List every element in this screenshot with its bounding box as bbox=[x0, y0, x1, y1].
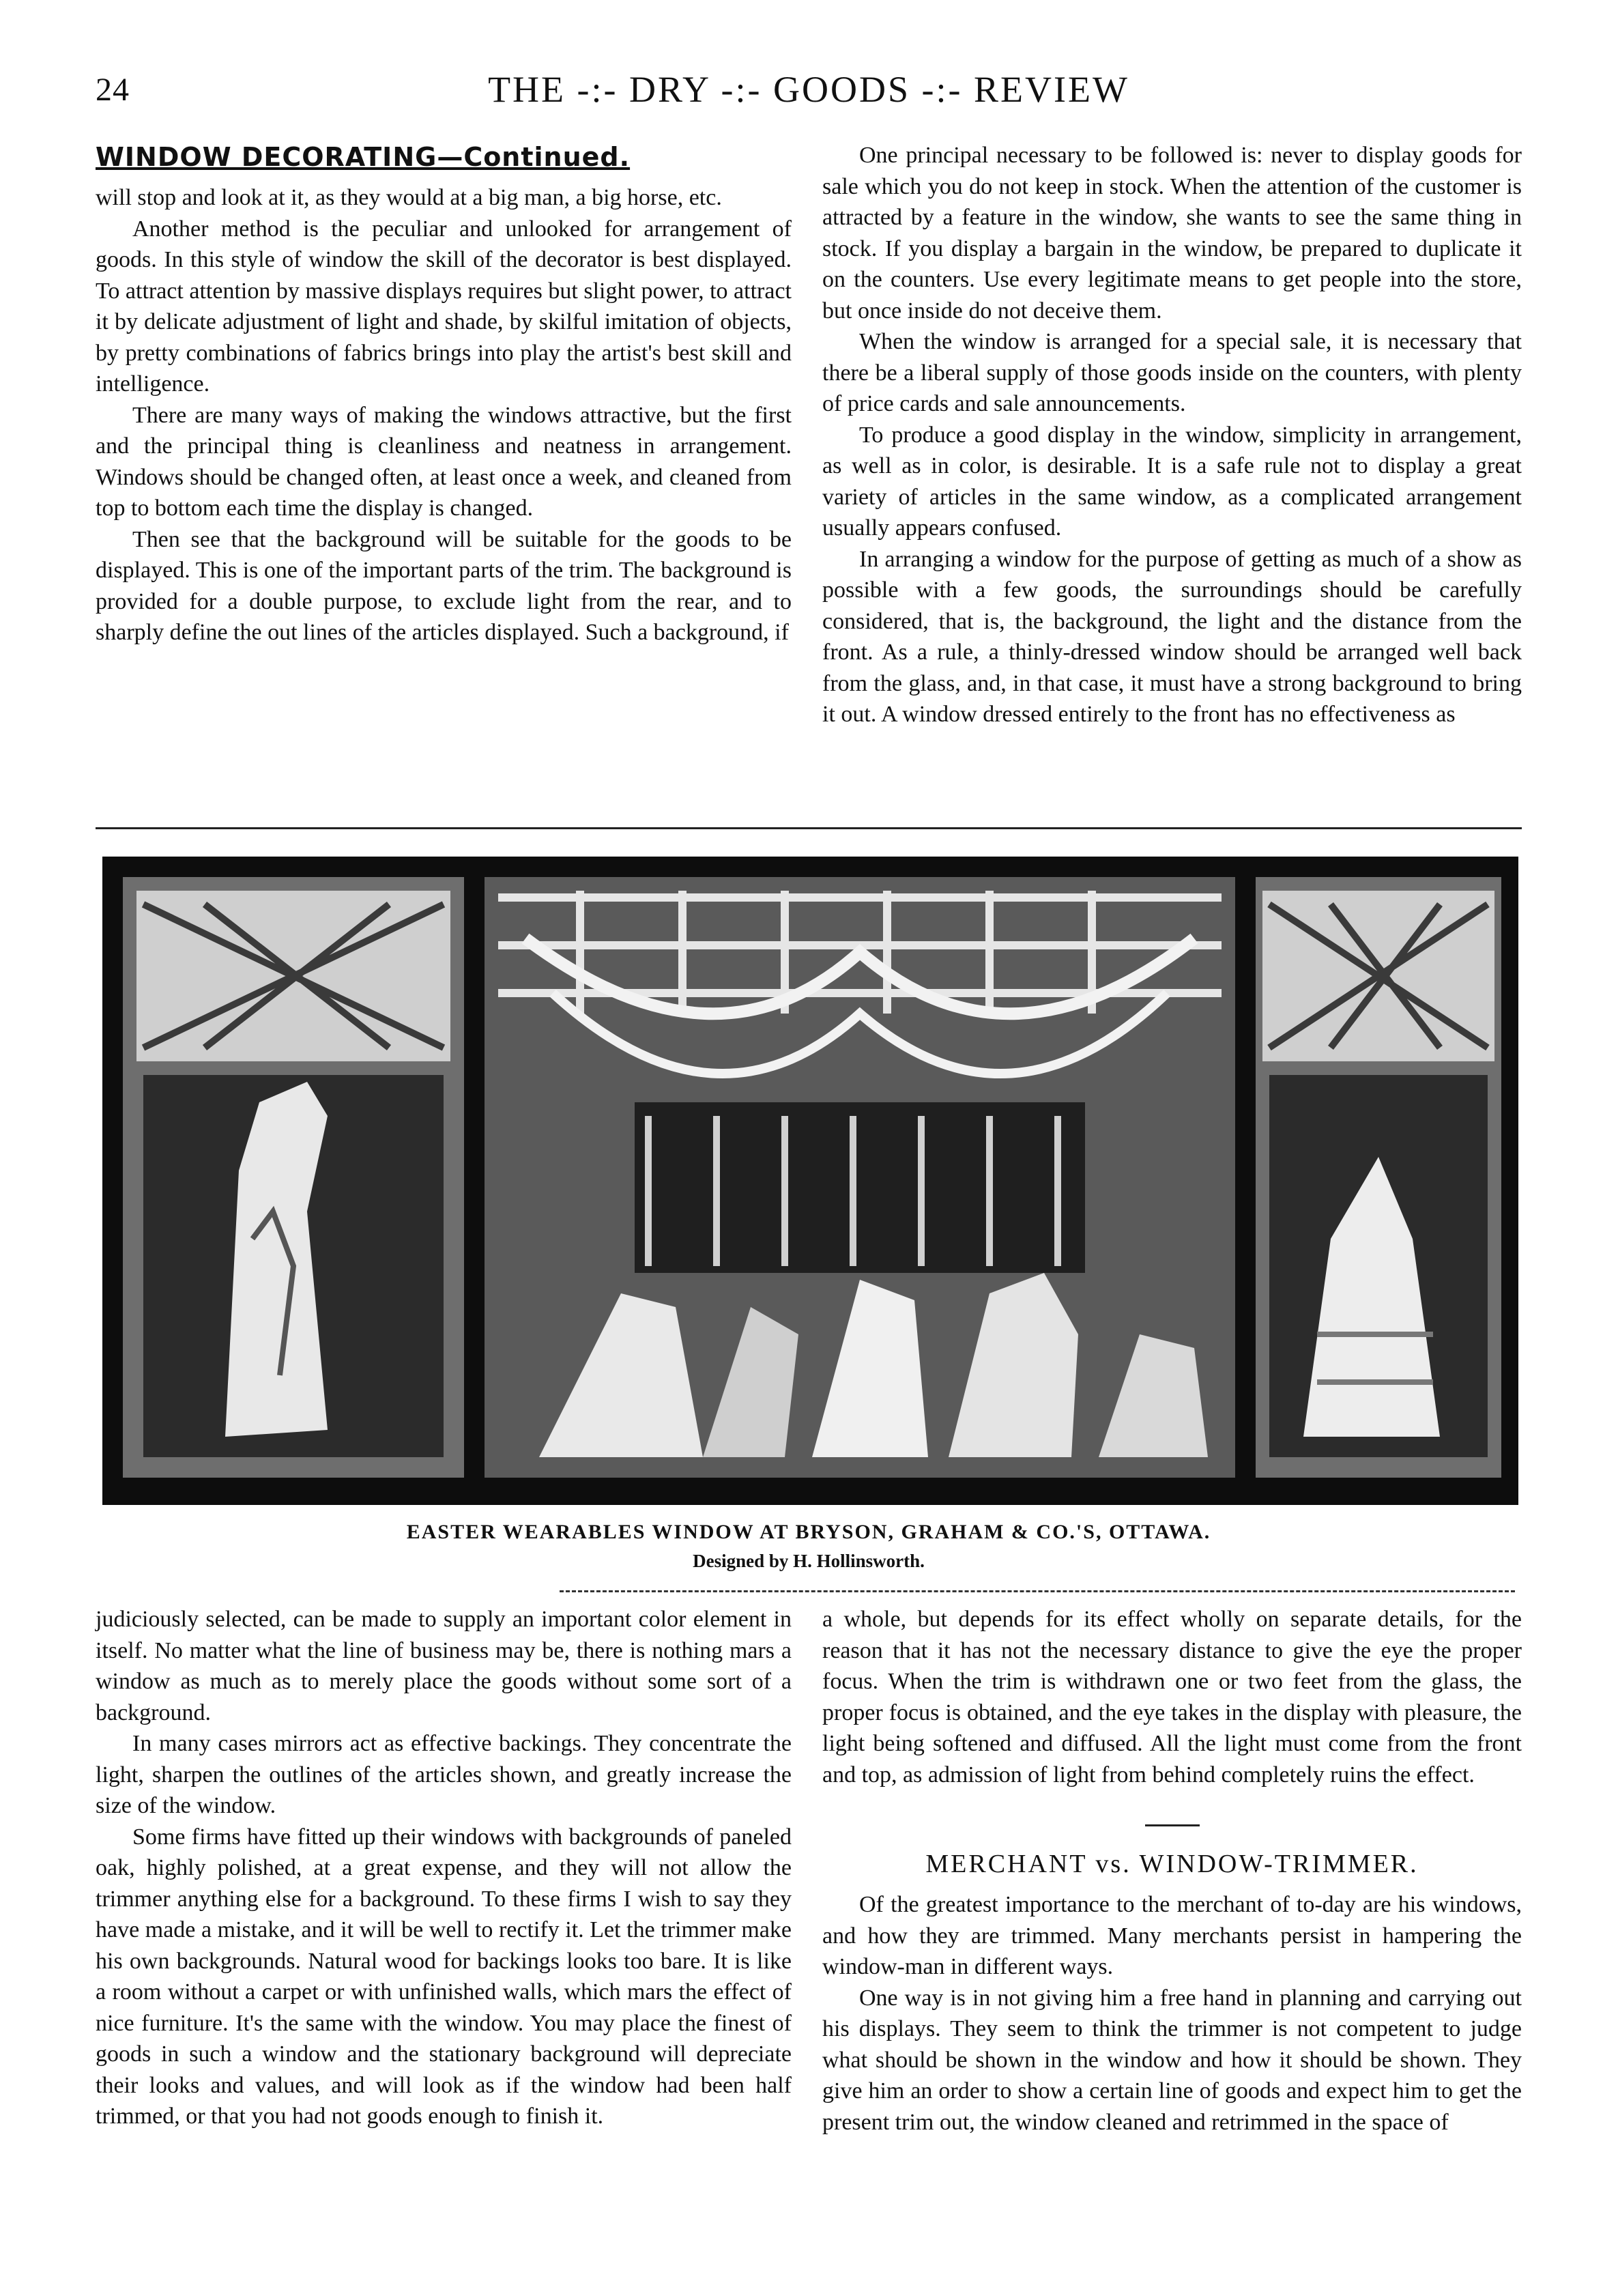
paragraph: To produce a good display in the window, simplicity in arrangement, as well as in color, is desirable. It is a safe rule not to display a great variety of articles in the same window, as a complicated arrangement usually appears confused. bbox=[822, 422, 1522, 541]
paragraph: will stop and look at it, as they would at a big man, a big horse, etc. bbox=[96, 185, 722, 210]
left-window-panel bbox=[123, 877, 464, 1478]
figure-caption: EASTER WEARABLES WINDOW AT BRYSON, GRAHAM & CO.'S, OTTAWA. bbox=[406, 1521, 1211, 1543]
paragraph: One principal necessary to be followed is: never to display goods for sale which you do not keep in stock. When the attention of the customer is attracted by a feature in the window, she wants to see the same thing in stock. If you display a bargain in the window, be prepared to duplicate it on the counters. Use every legitimate means to get people into the store, but once inside do not deceive them. bbox=[822, 143, 1522, 324]
paragraph: Another method is the peculiar and unlooked for arrangement of goods. In this style of window the skill of the decorator is best displayed. To attract attention by massive displays requires but slight power, to attract it by delicate adjustment of light and shade, by skilful imitation of objects, by pretty combinations of fabrics brings into play the artist's best skill and intelligence. bbox=[96, 216, 792, 397]
center-window-panel bbox=[485, 877, 1235, 1478]
paragraph: In many cases mirrors act as effective backings. They concentrate the light, sharpen the outlines of the articles shown, and greatly increase the size of the window. bbox=[96, 1731, 792, 1818]
paragraph: In arranging a window for the purpose of getting as much of a show as possible with a few goods, the surroundings should be carefully considered, that is, the background, the light and the distance from the front. As a rule, a thinly-dressed window should be arranged well back from the glass, and, in that case, it must have a strong background to bring it out. A window dressed entirely to the front has no effectiveness as bbox=[822, 546, 1522, 727]
paragraph: a whole, but depends for its effect wholly on separate details, for the reason that it has not the necessary distance to give the eye the proper focus. When the trim is withdrawn one or two feet from the glass, the proper focus is obtained, and the eye takes in the display with pleasure, the light being softened and diffused. All the light must come from the front and top, as admission of light from behind completely ruins the effect. bbox=[822, 1607, 1522, 1788]
paragraph: There are many ways of making the windows attractive, but the first and the principal thing is cleanliness and neatness in arrangement. Windows should be changed often, at least once a week, and cleaned from top to bottom each time the display is changed. bbox=[96, 402, 792, 521]
subsection-heading: MERCHANT vs. WINDOW-TRIMMER. bbox=[925, 1850, 1419, 1878]
figure-credit: Designed by H. Hollinsworth. bbox=[693, 1551, 925, 1571]
column-bottom-right bbox=[822, 1604, 1522, 2138]
page-header bbox=[96, 68, 1522, 116]
paragraph: Of the greatest importance to the merchant of to-day are his windows, and how they are trimmed. Many merchants persist in hampering the window-man in different ways. bbox=[822, 1892, 1522, 1979]
paragraph: One way is in not giving him a free hand in planning and carrying out his displays. They seem to think the trimmer is not competent to judge what should be shown in the window and how it should be shown. They give him an order to show a certain line of goods and expect him to get the present trim out, the window cleaned and retrimmed in the space of bbox=[822, 1985, 1522, 2135]
divider-rule bbox=[96, 827, 1522, 829]
right-window-panel bbox=[1256, 877, 1501, 1478]
window-display-photo bbox=[102, 857, 1518, 1505]
running-title: THE -:- DRY -:- GOODS -:- REVIEW bbox=[488, 69, 1129, 110]
column-bottom-left bbox=[96, 1604, 792, 2132]
page-number: 24 bbox=[96, 72, 130, 108]
paragraph: Some firms have fitted up their windows with backgrounds of paneled oak, highly polished, at a great expense, and they will not allow the trimmer anything else for a background. To these firms I wish to say they have made a mistake, and it will be well to rectify it. Let the trimmer make his own backgrounds. Natural wood for backings looks too bare. It is like a room without a carpet or with unfinished walls, which mars the effect of nice furniture. It's the same with the window. You may place the finest of goods in such a window and the stationary background will depreciate their looks and values, and will look as if the window had been half trimmed, or that you had not goods enough to finish it. bbox=[96, 1824, 792, 2129]
section-heading: WINDOW DECORATING—Continued. bbox=[96, 142, 631, 172]
paragraph: When the window is arranged for a special sale, it is necessary that there be a liberal supply of those goods inside on the counters, with plenty of price cards and sale announcements. bbox=[822, 329, 1522, 416]
column-top-right bbox=[822, 140, 1522, 730]
paragraph: judiciously selected, can be made to supply an important color element in itself. No matter what the line of business may be, there is nothing mars a window as much as to merely place the goods without some sort of a background. bbox=[96, 1607, 792, 1725]
section-divider bbox=[1145, 1824, 1200, 1826]
column-top-left bbox=[96, 140, 792, 648]
paragraph: Then see that the background will be suitable for the goods to be displayed. This is one of the important parts of the trim. The background is provided for a double purpose, to exclude light from the rear, and to sharply define the out lines of the articles displayed. Such a background, if bbox=[96, 526, 792, 645]
divider-rule bbox=[560, 1590, 1515, 1592]
